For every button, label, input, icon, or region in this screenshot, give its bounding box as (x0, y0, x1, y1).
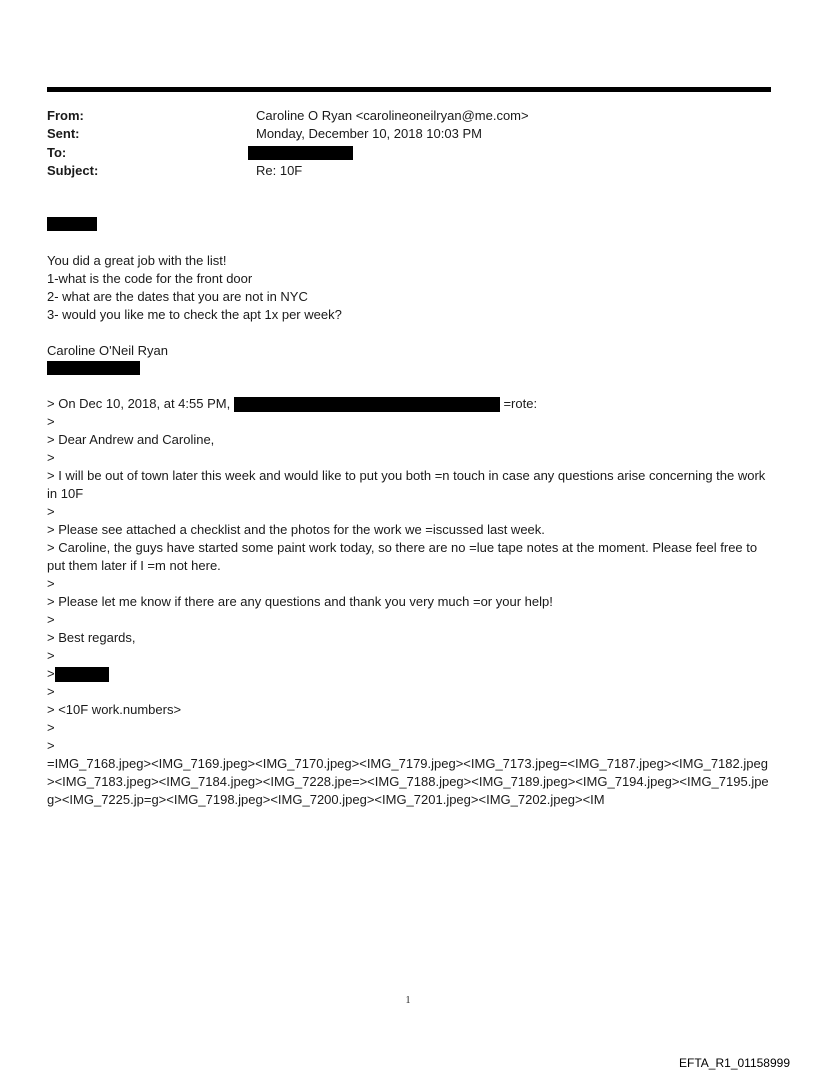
quote-intro-prefix: > On Dec 10, 2018, at 4:55 PM, (47, 396, 231, 411)
quote-line: > (47, 504, 55, 519)
subject-value: Re: 10F (256, 163, 303, 178)
subject-label: Subject: (47, 163, 99, 178)
message-body (47, 252, 769, 324)
to-redaction (248, 146, 353, 160)
page-number: 1 (405, 995, 411, 1006)
quoted-message (47, 395, 769, 809)
quote-line: > Caroline, the guys have started some paint work today, so there are no =lue tape notes at the moment. Please feel free to put them later if I =m not here. (47, 540, 761, 573)
quote-line: > Please see attached a checklist and the photos for the work we =iscussed last week. (47, 522, 545, 537)
quote-line: > (47, 648, 55, 663)
quote-line: > (47, 684, 55, 699)
bates-number: EFTA_R1_01158999 (679, 1056, 790, 1070)
from-value: Caroline O Ryan <carolineoneilryan@me.com> (256, 108, 529, 123)
from-label: From: (47, 108, 84, 123)
sent-label: Sent: (47, 126, 80, 141)
quote-line: > (47, 738, 55, 753)
sent-value: Monday, December 10, 2018 10:03 PM (256, 126, 482, 141)
quote-intro-suffix: =rote: (503, 396, 538, 411)
quote-line: > Best regards, (47, 630, 136, 645)
image-attachments-line: =IMG_7168.jpeg><IMG_7169.jpeg><IMG_7170.jpeg><IMG_7179.jpeg><IMG_7173.jpeg=<IMG_7187.jpeg><IMG_7182.jpeg><IMG_7183.jpeg><IMG_7184.jpeg><IMG_7228.jpe=><IMG_7188.jpeg><IMG_7189.jpeg><IMG_7194.jpeg><IMG_7195.jpeg><IMG_7225.jp=g><IMG_7198.jpeg><IMG_7200.jpeg><IMG_7201.jpeg><IMG_7202.jpeg><IM (47, 756, 769, 807)
quote-line: > (47, 576, 55, 591)
body-line: 3- would you like me to check the apt 1x per week? (47, 307, 342, 322)
signoff-redaction (55, 667, 109, 682)
greeting-redaction (47, 217, 97, 231)
body-line: 2- what are the dates that you are not in NYC (47, 289, 308, 304)
quote-intro-line (47, 395, 769, 413)
quote-line: > (47, 450, 55, 465)
quote-signoff-prefix: > (47, 666, 55, 681)
attachment-line: > <10F work.numbers> (47, 702, 182, 717)
body-line: 1-what is the code for the front door (47, 271, 253, 286)
quote-line: > Please let me know if there are any questions and thank you very much =or your help! (47, 594, 553, 609)
sender-redaction (234, 397, 500, 412)
quote-line: > (47, 720, 55, 735)
quote-line: > (47, 612, 55, 627)
signature-redaction (47, 361, 140, 375)
signature-name: Caroline O'Neil Ryan (47, 343, 168, 358)
quote-signoff-line (47, 665, 769, 683)
to-label: To: (47, 145, 67, 160)
body-line: You did a great job with the list! (47, 253, 227, 268)
quote-line: > I will be out of town later this week and would like to put you both =n touch in case any questions arise concerning the work in 10F (47, 468, 769, 501)
header-rule (47, 87, 771, 92)
quote-line: > (47, 414, 55, 429)
quote-line: > Dear Andrew and Caroline, (47, 432, 215, 447)
